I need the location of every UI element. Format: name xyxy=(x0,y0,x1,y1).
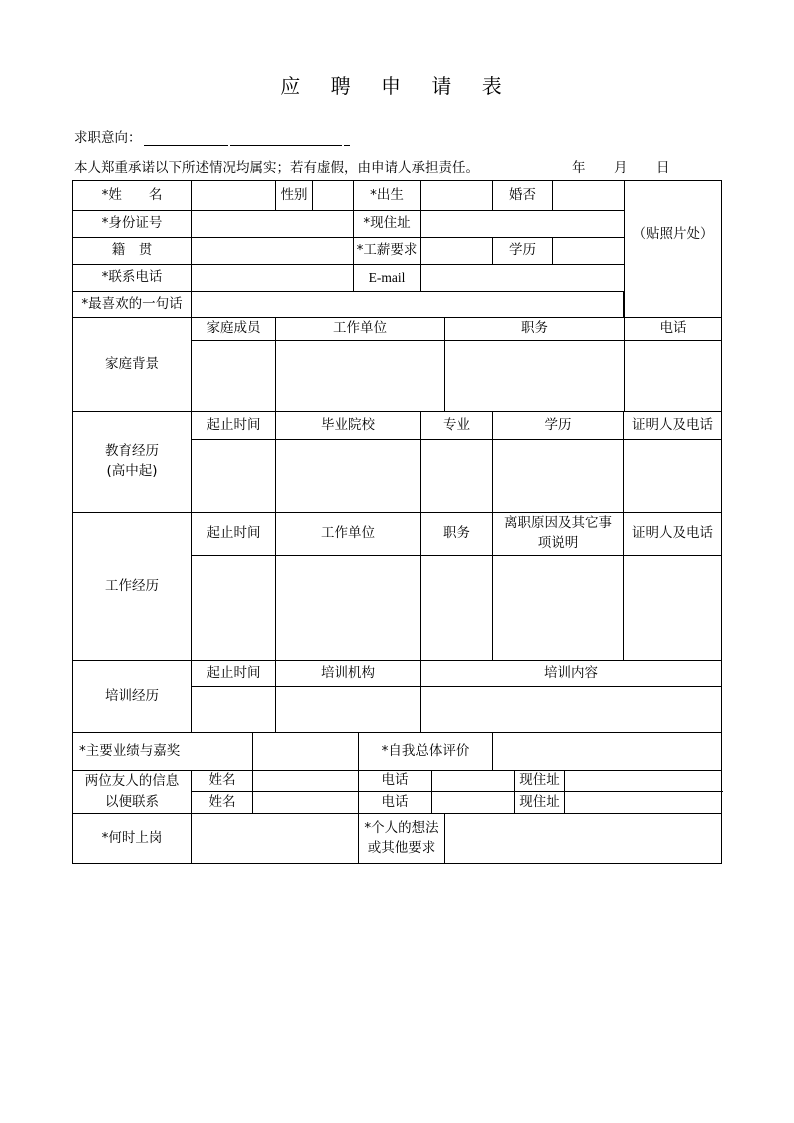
id-number-label: *身份证号 xyxy=(73,211,192,238)
training-header-period: 起止时间 xyxy=(192,661,276,687)
family-member-field[interactable] xyxy=(192,341,276,412)
edu-degree-field[interactable] xyxy=(493,440,624,513)
work-position-field[interactable] xyxy=(421,556,493,661)
job-intent-label: 求职意向： xyxy=(74,130,142,146)
name-field[interactable] xyxy=(192,181,276,211)
family-position-field[interactable] xyxy=(445,341,625,412)
native-place-field[interactable] xyxy=(192,238,354,265)
date-year: 年 xyxy=(572,160,586,176)
edu-school-field[interactable] xyxy=(276,440,421,513)
edu-header-period: 起止时间 xyxy=(192,412,276,440)
job-intent-field-end xyxy=(344,135,350,146)
birth-label: *出生 xyxy=(354,181,421,211)
edu-header-major: 专业 xyxy=(421,412,493,440)
friends-label-line1: 两位友人的信息 xyxy=(84,773,180,789)
education-section-title: 教育经历 xyxy=(105,443,159,460)
form-title: 应 聘 申 请 表 xyxy=(280,74,514,98)
birth-field[interactable] xyxy=(421,181,493,211)
family-phone-field[interactable] xyxy=(625,341,722,412)
work-section-label: 工作经历 xyxy=(73,513,192,661)
self-evaluation-label: *自我总体评价 xyxy=(359,733,493,771)
application-form xyxy=(72,180,722,864)
friend1-name-label: 姓名 xyxy=(192,771,253,792)
training-header-institution: 培训机构 xyxy=(276,661,421,687)
edu-reference-field[interactable] xyxy=(624,440,722,513)
family-header-employer: 工作单位 xyxy=(276,318,445,341)
work-header-position: 职务 xyxy=(421,513,493,556)
friend1-name-field[interactable] xyxy=(253,771,359,792)
friend1-phone-label: 电话 xyxy=(359,771,432,792)
achievements-field[interactable] xyxy=(253,733,359,771)
work-header-reference: 证明人及电话 xyxy=(624,513,722,556)
family-employer-field[interactable] xyxy=(276,341,445,412)
family-section-label: 家庭背景 xyxy=(73,318,192,412)
education-label: 学历 xyxy=(493,238,553,265)
work-header-employer: 工作单位 xyxy=(276,513,421,556)
friends-label xyxy=(73,771,192,814)
marital-field[interactable] xyxy=(553,181,625,211)
work-header-period: 起止时间 xyxy=(192,513,276,556)
achievements-label: *主要业绩与嘉奖 xyxy=(73,733,253,771)
start-date-field[interactable] xyxy=(192,813,359,863)
edu-header-reference: 证明人及电话 xyxy=(624,412,722,440)
work-reference-field[interactable] xyxy=(624,556,722,661)
address-label: *现住址 xyxy=(354,211,421,238)
edu-header-degree: 学历 xyxy=(493,412,624,440)
thoughts-label-line2: 或其他要求 xyxy=(367,840,436,857)
training-content-field[interactable] xyxy=(421,687,722,733)
friend2-phone-field[interactable] xyxy=(432,792,515,813)
training-section-label: 培训经历 xyxy=(73,661,192,733)
email-field[interactable] xyxy=(421,265,625,292)
phone-field[interactable] xyxy=(192,265,354,292)
friend1-address-field[interactable] xyxy=(565,771,722,792)
phone-label: *联系电话 xyxy=(73,265,192,292)
training-period-field[interactable] xyxy=(192,687,276,733)
family-header-position: 职务 xyxy=(445,318,625,341)
training-institution-field[interactable] xyxy=(276,687,421,733)
thoughts-label-line1: *个人的想法 xyxy=(364,820,439,837)
family-header-member: 家庭成员 xyxy=(192,318,276,341)
motto-field[interactable] xyxy=(192,292,624,318)
thoughts-label xyxy=(359,813,445,863)
motto-gap xyxy=(624,292,625,318)
work-employer-field[interactable] xyxy=(276,556,421,661)
job-intent-field[interactable] xyxy=(144,135,228,146)
self-evaluation-field[interactable] xyxy=(493,733,722,771)
friend2-address-field[interactable] xyxy=(565,792,722,813)
pledge-text: 本人郑重承诺以下所述情况均属实；若有虚假，由申请人承担责任。 xyxy=(74,160,479,176)
education-field[interactable] xyxy=(553,238,625,265)
friend1-address-label: 现住址 xyxy=(515,771,565,792)
native-place-label: 籍 贯 xyxy=(73,238,192,265)
education-section-label xyxy=(73,412,192,513)
photo-area[interactable]: （贴照片处） xyxy=(625,181,722,318)
training-header-content: 培训内容 xyxy=(421,661,722,687)
date-day: 日 xyxy=(656,160,670,176)
salary-field[interactable] xyxy=(421,238,493,265)
friend2-name-field[interactable] xyxy=(253,792,359,813)
gender-field[interactable] xyxy=(313,181,354,211)
work-leave-reason-field[interactable] xyxy=(493,556,624,661)
friend2-name-label: 姓名 xyxy=(192,792,253,813)
start-date-label: *何时上岗 xyxy=(73,813,192,863)
salary-label: *工薪要求 xyxy=(354,238,421,265)
work-header-leave-reason: 离职原因及其它事项说明 xyxy=(493,513,624,556)
address-field[interactable] xyxy=(421,211,625,238)
edu-period-field[interactable] xyxy=(192,440,276,513)
name-label: *姓 名 xyxy=(73,181,192,211)
job-intent xyxy=(74,126,350,146)
friend2-phone-label: 电话 xyxy=(359,792,432,813)
education-section-note: (高中起) xyxy=(106,463,158,479)
marital-label: 婚否 xyxy=(493,181,553,211)
friend2-address-label: 现住址 xyxy=(515,792,565,813)
thoughts-field[interactable] xyxy=(445,813,722,863)
gender-label: 性别 xyxy=(276,181,313,211)
job-intent-field-2[interactable] xyxy=(230,135,342,146)
friends-label-line2: 以便联系 xyxy=(105,793,159,810)
work-period-field[interactable] xyxy=(192,556,276,661)
id-number-field[interactable] xyxy=(192,211,354,238)
family-header-phone: 电话 xyxy=(625,318,722,341)
date-month: 月 xyxy=(614,160,628,176)
motto-label: *最喜欢的一句话 xyxy=(73,292,192,318)
email-label: E-mail xyxy=(354,265,421,292)
edu-header-school: 毕业院校 xyxy=(276,412,421,440)
friend1-phone-field[interactable] xyxy=(432,771,515,792)
edu-major-field[interactable] xyxy=(421,440,493,513)
